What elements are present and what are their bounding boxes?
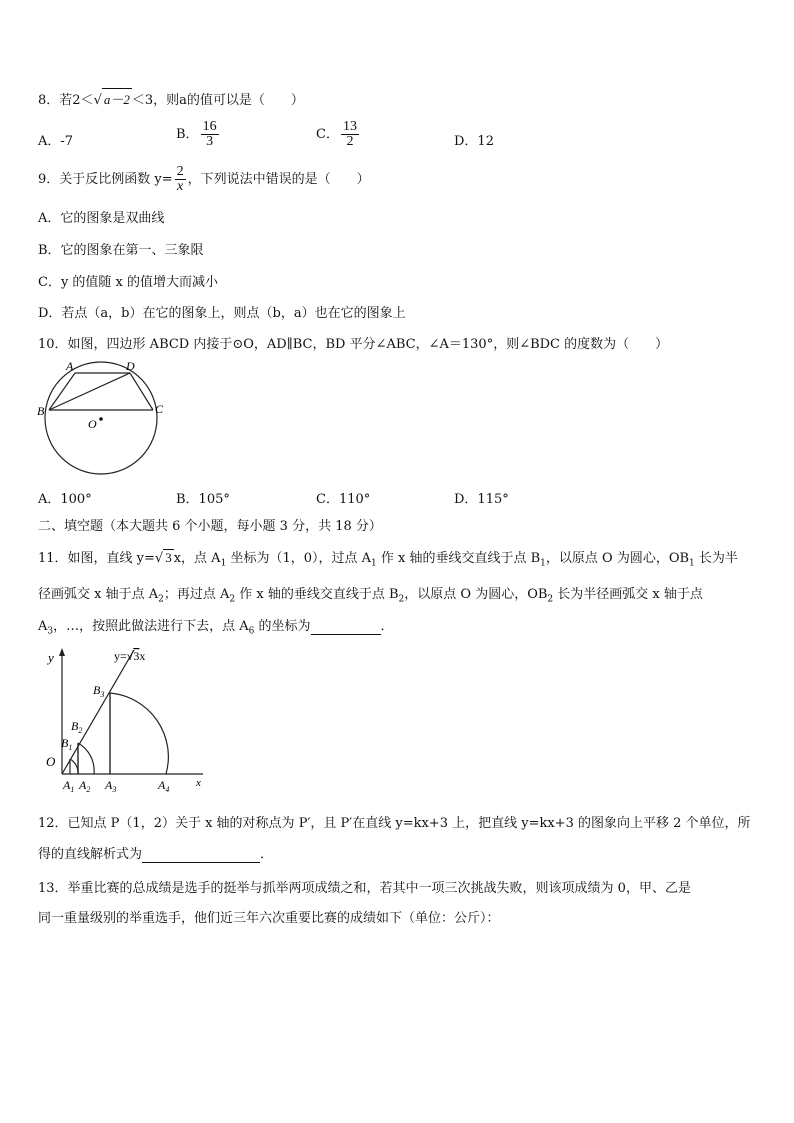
q11-line3-d: ．	[380, 619, 394, 634]
q11-line2-d: ，以原点 O 为圆心，OB	[404, 587, 548, 602]
q8-stem	[38, 88, 304, 108]
q12-line-2	[38, 843, 273, 863]
q10-option-c: C．110°	[316, 492, 371, 507]
q10-option-b: B．105°	[176, 492, 230, 507]
label-b1: $B_1$	[61, 736, 73, 752]
arc-b2	[78, 743, 94, 774]
x-axis-label: x	[196, 777, 201, 789]
q11-root: 3	[165, 550, 172, 565]
q12-line-1: 12．已知点 P（1，2）关于 x 轴的对称点为 P′，且 P′在直线 y=kx+3 上，把直线 y=kx+3 的图象向上平移 2 个单位，所	[38, 816, 751, 831]
q11-sub: 1	[371, 558, 377, 569]
q8-option-b-denominator: 3	[206, 134, 214, 149]
label-a3: $A_3$	[105, 778, 117, 794]
q11-line3-b: ，…，按照此做法进行下去，点 A	[53, 619, 249, 634]
q8-stem-a: 若2＜	[59, 93, 94, 108]
q11-line-1	[38, 547, 738, 569]
q9-denominator: x	[177, 179, 184, 194]
q9-stem	[38, 165, 370, 194]
q8-option-c	[316, 120, 361, 149]
q9-option-b: B．它的图象在第一、三象限	[38, 243, 204, 258]
q11-line1-d: 作 x 轴的垂线交直线于点 B	[376, 551, 541, 566]
q8-option-b	[176, 120, 221, 149]
q13-line-1: 13．举重比赛的总成绩是选手的挺举与抓举两项成绩之和，若其中一项三次挑战失败，则该项成绩为 0，甲、乙是	[38, 881, 691, 896]
q11-sub: 2	[229, 594, 236, 605]
q10-option-d: D．115°	[454, 492, 509, 507]
label-b3: $B_3$	[93, 683, 105, 699]
q8-stem-b: ＜3，则a的值可以是（ ）	[131, 93, 304, 108]
label-c: C	[155, 402, 164, 416]
q11-sub: 2	[158, 594, 164, 605]
label-o: O	[46, 754, 56, 769]
q8-option-c-numerator: 13	[342, 119, 357, 134]
q8-option-c-label: C．	[316, 127, 339, 142]
q11-line1-a: 11．如图，直线 y=	[38, 551, 155, 566]
q8-option-b-label: B．	[176, 127, 199, 142]
q8-option-b-fraction	[201, 120, 219, 149]
sqrt-sign-icon: √	[126, 649, 134, 663]
line-label	[114, 649, 145, 663]
q11-sub: 6	[248, 626, 255, 637]
q11-line2-a: 径画弧交 x 轴于点 A	[38, 587, 159, 602]
q12-line2-b: ．	[260, 847, 274, 862]
line-y-sqrt3x	[62, 650, 134, 774]
q11-line2-b: ；再过点 A	[163, 587, 230, 602]
q11-line2-c: 作 x 轴的垂线交直线于点 B	[235, 587, 399, 602]
section-heading: 二、填空题（本大题共 6 个小题，每小题 3 分，共 18 分）	[38, 519, 382, 534]
q8-option-c-fraction	[341, 120, 359, 149]
center-dot	[99, 417, 103, 421]
label-a: A	[66, 359, 74, 373]
label-b: B	[37, 404, 45, 418]
q11-sub: 2	[398, 594, 405, 605]
q11-line1-c: 坐标为（1，0），过点 A	[226, 551, 372, 566]
q8-option-c-denominator: 2	[346, 134, 354, 149]
q9-stem-b: ，下列说法中错误的是（ ）	[187, 172, 370, 187]
q9-stem-a: 9．关于反比例函数 y=	[38, 172, 173, 187]
sqrt-sign-icon: √	[93, 93, 102, 108]
line-label-a: y=	[114, 649, 127, 663]
q13-line-2: 同一重量级别的举重选手，他们近三年六次重要比赛的成绩如下（单位：公斤）：	[38, 911, 500, 926]
q11-line3-a: A	[38, 619, 48, 634]
label-a1: $A_1$	[63, 778, 75, 794]
q11-line1-b: x，点 A	[173, 551, 221, 566]
q9-option-a: A．它的图象是双曲线	[38, 211, 165, 226]
q11-sub: 1	[220, 558, 227, 569]
q11-line3-c: 的坐标为	[254, 619, 311, 634]
label-a2: $A_2$	[79, 778, 91, 794]
q11-sub: 2	[547, 594, 554, 605]
y-axis-arrow-icon	[59, 648, 65, 656]
q10-option-a: A．100°	[38, 492, 92, 507]
label-d: D	[126, 359, 135, 373]
q12-answer-blank	[142, 847, 260, 863]
sqrt-sign-icon: √	[154, 551, 164, 566]
q11-line2-e: 长为半径画弧交 x 轴于点	[553, 587, 703, 602]
line-label-b: x	[139, 649, 146, 663]
q11-line-3	[38, 615, 394, 637]
q12-line2-a: 得的直线解析式为	[38, 847, 143, 862]
y-axis-label: y	[48, 650, 54, 665]
q8-radicand: a－2	[102, 88, 132, 108]
q11-coordinate-figure	[38, 644, 208, 794]
q9-option-d: D．若点（a，b）在它的图象上，则点（b，a）也在它的图象上	[38, 306, 406, 321]
q11-answer-blank	[311, 619, 381, 635]
line-label-root: 3	[133, 649, 140, 663]
label-a4: $A_4$	[158, 778, 170, 794]
q11-line-2	[38, 583, 703, 605]
q11-sub: 1	[689, 558, 695, 569]
q11-line1-e: ，以原点 O 为圆心，OB	[545, 551, 690, 566]
label-o: O	[88, 417, 97, 431]
arc-b1-a2	[70, 759, 78, 774]
label-b2: $B_2$	[71, 719, 83, 735]
q10-circle-figure	[34, 356, 174, 478]
q10-stem: 10．如图，四边形 ABCD 内接于⊙O，AD∥BC，BD 平分∠ABC，∠A＝130°，则∠BDC 的度数为（ ）	[38, 337, 669, 352]
q8-option-d: D．12	[454, 134, 494, 149]
q9-numerator: 2	[176, 164, 184, 179]
q11-sub: 3	[47, 626, 54, 637]
arc-b3-a4	[110, 693, 168, 774]
q8-option-b-numerator: 16	[202, 119, 217, 134]
q9-fraction	[175, 165, 186, 194]
q8-option-a: A．-7	[38, 134, 74, 149]
q11-line1-f: 长为半	[694, 551, 738, 566]
q9-option-c: C．y 的值随 x 的值增大而减小	[38, 275, 219, 290]
q8-number: 8．	[38, 93, 60, 108]
q11-sub: 1	[540, 558, 546, 569]
